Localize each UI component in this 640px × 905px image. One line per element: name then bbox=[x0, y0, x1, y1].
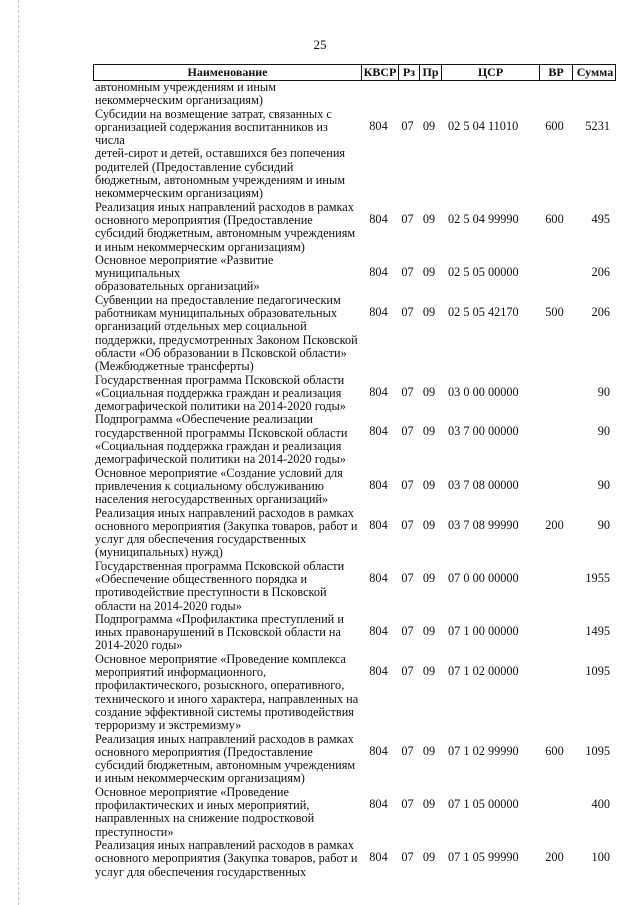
cell-name: Реализация иных направлений расходов в рамках основного мероприятия (Предоставление субсидий бюджетным, автономным учреждениям и иным некоммерческим организациям) bbox=[95, 199, 356, 254]
cell-name: Государственная программа Псковской области «Обеспечение общественного порядка и противодействие преступности в Псковской области на 2014-2020 годы» bbox=[95, 558, 345, 613]
header-name: Наименование bbox=[187, 65, 268, 79]
cell-name: Подпрограмма «Профилактика преступлений и иных правонарушений в Псковской области на 2014-2020 годы» bbox=[95, 611, 344, 653]
cell-sum: 5231 bbox=[585, 118, 610, 133]
cell-csr: 02 5 05 42170 bbox=[448, 304, 519, 319]
cell-pr: 09 bbox=[422, 304, 436, 319]
cell-rz: 07 bbox=[401, 118, 414, 133]
table-row bbox=[93, 733, 616, 786]
cell-pr: 09 bbox=[422, 743, 436, 758]
cell-sum: 1495 bbox=[585, 623, 610, 638]
cell-vr bbox=[538, 413, 571, 466]
cell-vr: 200 bbox=[545, 517, 564, 532]
header-vr: ВР bbox=[539, 65, 572, 80]
cell-rz: 07 bbox=[401, 796, 414, 811]
cell-csr: 07 1 02 00000 bbox=[448, 663, 519, 678]
cell-kvsr: 804 bbox=[369, 211, 388, 226]
cell-vr bbox=[538, 786, 571, 839]
cell-pr: 09 bbox=[422, 623, 436, 638]
cell-kvsr: 804 bbox=[369, 623, 388, 638]
cell-sum: 90 bbox=[597, 477, 610, 492]
scan-margin-line bbox=[18, 0, 20, 905]
cell-name: Субвенции на предоставление педагогическим работникам муниципальных образовательных организаций отдельных мер социальной поддержки, предусмотренных Законом Псковской области «Об образовании в Псковской области» (Межбюджетные трансферты) bbox=[95, 292, 358, 374]
cell-csr: 07 0 00 00000 bbox=[448, 570, 519, 585]
cell-kvsr: 804 bbox=[369, 477, 388, 492]
cell-sum: 1095 bbox=[585, 663, 610, 678]
cell-pr: 09 bbox=[422, 477, 436, 492]
header-sum: Сумма bbox=[572, 65, 617, 80]
table-row bbox=[93, 507, 616, 560]
cell-sum bbox=[571, 81, 616, 108]
cell-csr: 03 7 08 00000 bbox=[448, 477, 519, 492]
cell-pr: 09 bbox=[422, 424, 436, 439]
cell-pr: 09 bbox=[422, 517, 436, 532]
cell-vr: 500 bbox=[545, 304, 564, 319]
cell-name: Основное мероприятие «Проведение профилактических и иных мероприятий, направленных на снижение подростковой преступности» bbox=[95, 784, 315, 839]
cell-csr: 02 5 04 11010 bbox=[448, 118, 519, 133]
cell-pr: 09 bbox=[422, 663, 436, 678]
cell-kvsr: 804 bbox=[369, 849, 388, 864]
cell-csr: 03 0 00 00000 bbox=[448, 384, 519, 399]
cell-vr bbox=[538, 374, 571, 414]
cell-vr bbox=[538, 81, 571, 108]
cell-rz: 07 bbox=[401, 264, 414, 279]
table-row bbox=[93, 108, 616, 201]
cell-pr: 09 bbox=[422, 211, 436, 226]
cell-pr bbox=[418, 81, 440, 108]
table-row bbox=[93, 613, 616, 653]
table-row bbox=[93, 786, 616, 839]
cell-sum: 90 bbox=[597, 384, 610, 399]
cell-vr bbox=[538, 560, 571, 613]
header-csr: ЦСР bbox=[441, 65, 539, 80]
cell-csr: 07 1 02 99990 bbox=[448, 743, 519, 758]
cell-csr: 07 1 05 99990 bbox=[448, 849, 519, 864]
cell-rz: 07 bbox=[401, 517, 414, 532]
cell-kvsr: 804 bbox=[369, 796, 388, 811]
cell-sum: 206 bbox=[591, 264, 610, 279]
cell-sum: 206 bbox=[591, 304, 610, 319]
cell-name: Основное мероприятие «Проведение комплекса мероприятий информационного, профилактического, розыскного, оперативного, технического и иного характера, направленных на создание эффективной системы противодействия терроризму и экстремизму» bbox=[95, 651, 359, 733]
page-number: 25 bbox=[313, 37, 327, 52]
cell-name: автономным учреждениям и иным некоммерческим организациям) bbox=[95, 80, 276, 108]
cell-sum: 90 bbox=[597, 424, 610, 439]
table-row bbox=[93, 413, 616, 466]
cell-vr: 600 bbox=[545, 211, 564, 226]
table-row bbox=[93, 201, 616, 254]
cell-kvsr: 804 bbox=[369, 384, 388, 399]
cell-pr: 09 bbox=[422, 570, 436, 585]
table-row bbox=[93, 839, 616, 879]
table-row bbox=[93, 374, 616, 414]
table-row bbox=[93, 467, 616, 507]
cell-rz: 07 bbox=[401, 304, 414, 319]
cell-csr bbox=[440, 81, 538, 108]
cell-pr: 09 bbox=[422, 118, 436, 133]
cell-kvsr: 804 bbox=[369, 663, 388, 678]
cell-rz: 07 bbox=[401, 570, 414, 585]
cell-kvsr: 804 bbox=[369, 264, 388, 279]
cell-sum: 1095 bbox=[585, 743, 610, 758]
cell-rz bbox=[397, 81, 418, 108]
cell-sum: 1955 bbox=[585, 570, 610, 585]
cell-kvsr: 804 bbox=[369, 570, 388, 585]
cell-vr bbox=[538, 653, 571, 733]
table-row bbox=[93, 294, 616, 374]
cell-sum: 495 bbox=[591, 211, 610, 226]
header-rz: Рз bbox=[398, 65, 419, 80]
cell-csr: 07 1 05 00000 bbox=[448, 796, 519, 811]
cell-rz: 07 bbox=[401, 663, 414, 678]
cell-pr: 09 bbox=[422, 264, 436, 279]
cell-vr: 600 bbox=[545, 118, 564, 133]
cell-name: Подпрограмма «Обеспечение реализации государственной программы Псковской области «Социальная поддержка граждан и реализация демографической политики на 2014-2020 годы» bbox=[95, 412, 348, 467]
cell-rz: 07 bbox=[401, 211, 414, 226]
cell-vr: 600 bbox=[545, 743, 564, 758]
cell-kvsr: 804 bbox=[369, 517, 388, 532]
cell-rz: 07 bbox=[401, 384, 414, 399]
table-row bbox=[93, 560, 616, 613]
cell-name: Государственная программа Псковской области «Социальная поддержка граждан и реализация демографической политики на 2014-2020 годы» bbox=[95, 372, 346, 414]
cell-name: Реализация иных направлений расходов в рамках основного мероприятия (Закупка товаров, работ и услуг для обеспечения государственных bbox=[95, 837, 358, 879]
table-body bbox=[93, 81, 616, 879]
cell-vr bbox=[538, 467, 571, 507]
cell-kvsr: 804 bbox=[369, 743, 388, 758]
cell-rz: 07 bbox=[401, 849, 414, 864]
table-row bbox=[93, 254, 616, 294]
table-row bbox=[93, 81, 616, 108]
cell-vr bbox=[538, 613, 571, 653]
cell-rz: 07 bbox=[401, 477, 414, 492]
cell-csr: 03 7 00 00000 bbox=[448, 424, 519, 439]
cell-pr: 09 bbox=[422, 796, 436, 811]
budget-table bbox=[93, 64, 616, 879]
cell-sum: 100 bbox=[591, 849, 610, 864]
cell-sum: 400 bbox=[591, 796, 610, 811]
cell-name: Основное мероприятие «Развитие муниципальных образовательных организаций» bbox=[95, 252, 274, 294]
cell-rz: 07 bbox=[401, 424, 414, 439]
cell-sum: 90 bbox=[597, 517, 610, 532]
table-header-row bbox=[93, 64, 616, 81]
cell-kvsr: 804 bbox=[369, 304, 388, 319]
cell-name: Основное мероприятие «Создание условий для привлечения к социальному обслуживанию населения негосударственных организаций» bbox=[95, 465, 343, 507]
cell-kvsr: 804 bbox=[369, 424, 388, 439]
cell-csr: 03 7 08 99990 bbox=[448, 517, 519, 532]
header-pr: Пр bbox=[419, 65, 441, 80]
cell-rz: 07 bbox=[401, 623, 414, 638]
cell-name: Реализация иных направлений расходов в рамках основного мероприятия (Предоставление субсидий бюджетным, автономным учреждениям и иным некоммерческим организациям) bbox=[95, 731, 356, 786]
cell-csr: 02 5 05 00000 bbox=[448, 264, 519, 279]
cell-rz: 07 bbox=[401, 743, 414, 758]
cell-kvsr: 804 bbox=[369, 118, 388, 133]
cell-csr: 02 5 04 99990 bbox=[448, 211, 519, 226]
cell-vr bbox=[538, 254, 571, 294]
cell-csr: 07 1 00 00000 bbox=[448, 623, 519, 638]
cell-pr: 09 bbox=[422, 849, 436, 864]
cell-kvsr bbox=[360, 81, 397, 108]
cell-name: Реализация иных направлений расходов в рамках основного мероприятия (Закупка товаров, работ и услуг для обеспечения государственных (муниципальных) нужд) bbox=[95, 505, 358, 560]
header-kvsr: КВСР bbox=[361, 65, 398, 80]
cell-name: Субсидии на возмещение затрат, связанных с организацией содержания воспитанников из числа детей-сирот и детей, оставшихся без попечения родителей (Предоставление субсидий бюджетным, автономным учреждениям и иным некоммерческим организациям) bbox=[95, 106, 346, 201]
cell-vr: 200 bbox=[545, 849, 564, 864]
cell-pr: 09 bbox=[422, 384, 436, 399]
table-row bbox=[93, 653, 616, 733]
